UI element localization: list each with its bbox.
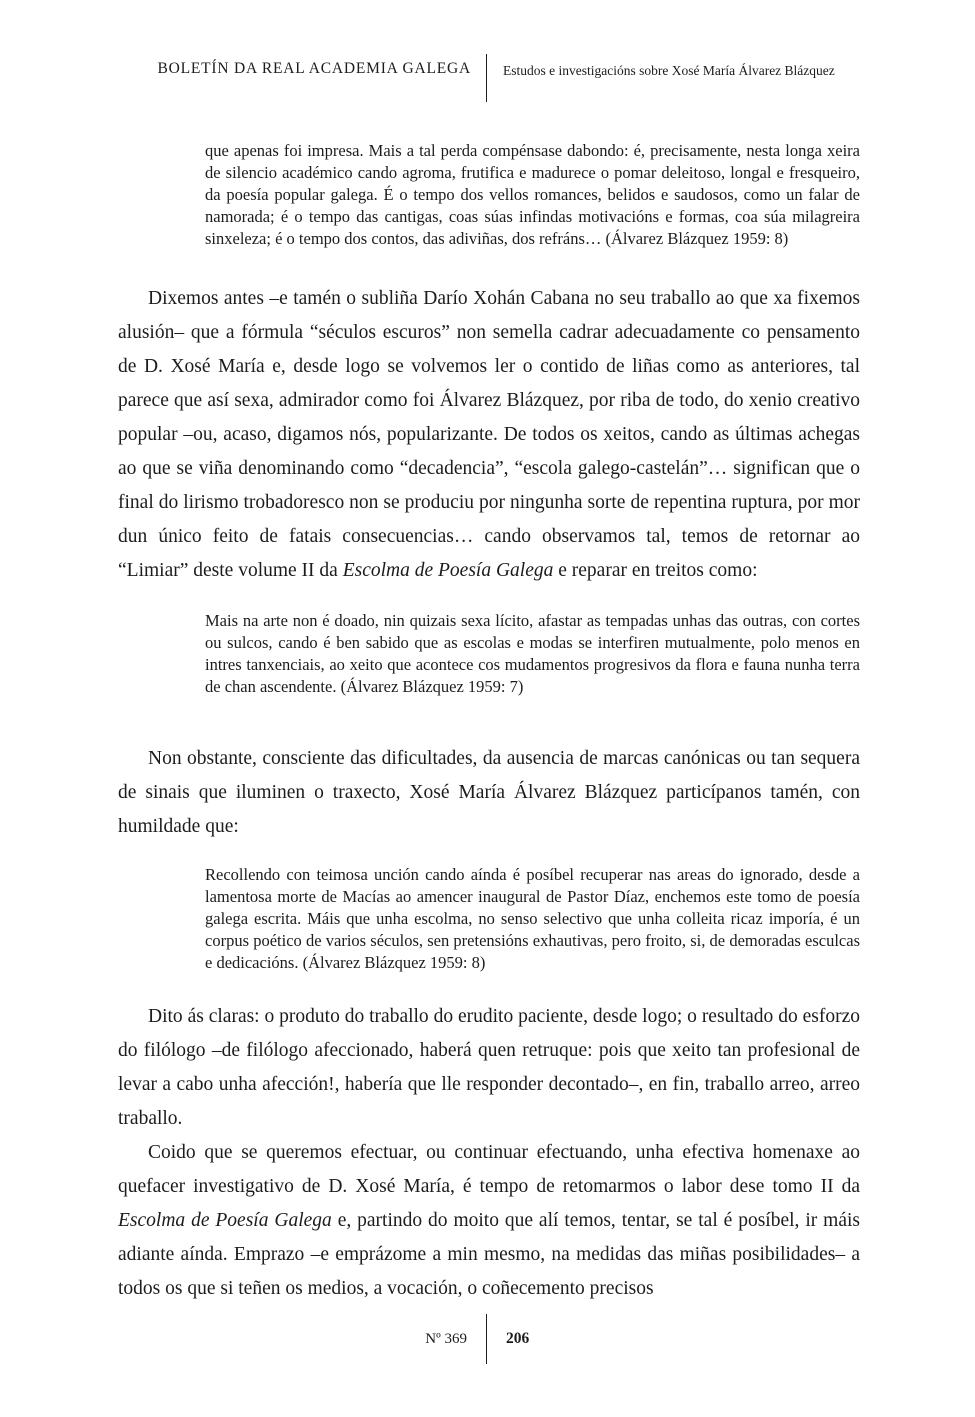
paragraph-1-text-end: e reparar en treitos como: [553,560,758,581]
paragraph-2: Non obstante, consciente das dificultades, da ausencia de marcas canónicas ou tan sequera de sinais que iluminen o traxecto, Xosé María Álvarez Blázquez particípanos tamén, con humildade que: [118,748,860,837]
paragraph-4-text: Coido que se queremos efectuar, ou continuar efectuando, unha efectiva homenaxe ao quefacer investigativo de D. Xosé María, é tempo de retomarmos o labor dese tomo II da [118,1142,860,1197]
section-title: Estudos e investigacións sobre Xosé María Álvarez Blázquez [503,63,835,78]
book-title-italic: Escolma de Poesía Galega [342,560,554,581]
page-number: 206 [506,1330,530,1347]
page-header [0,54,975,102]
paragraph-4-text-end: e, partindo do moito que alí temos, tentar, se tal é posíbel, ir máis adiante aínda. Emprazo –e emprázome a min mesmo, na medidas das miñas posibilidades– a todos os que si teñen os medios, a vocación, o coñecemento precisos [118,1210,860,1299]
block-quote-2: Mais na arte non é doado, nin quizais sexa lícito, afastar as tempadas unhas das outras, con cortes ou sulcos, cando é ben sabido que as escolas e modas se interfiren mutualmente, polo menos en intres tanxenciais, ao xeito que acontece cos mudamentos progresivos da flora e fauna nunha terra de chan ascendente. (Álvarez Blázquez 1959: 7) [205,611,860,696]
block-quote-1: que apenas foi impresa. Mais a tal perda compénsase dabondo: é, precisamente, nesta longa xeira de silencio académico cando agroma, frutifica e madurece o pomar deleitoso, longal e fresqueiro, da poesía popular galega. É o tempo dos vellos romances, belidos e saudosos, como un falar de namorada; é o tempo das cantigas, coas súas infindas motivacións e formas, coa súa milagreira sinxeleza; é o tempo dos contos, das adiviñas, dos refráns… (Álvarez Blázquez 1959: 8) [205,141,860,248]
article-body [118,140,860,1306]
paragraph-3: Dito ás claras: o produto do traballo do erudito paciente, desde logo; o resultado do esforzo do filólogo –de filólogo afeccionado, haberá quen retruque: pois que xeito tan profesional de levar a cabo unha afección!, habería que lle responder decontado–, en fin, traballo arreo, arreo traballo. [118,1006,860,1129]
book-title-italic: Escolma de Poesía Galega [118,1210,332,1231]
paragraph-1-text: Dixemos antes –e tamén o subliña Darío Xohán Cabana no seu traballo ao que xa fixemos alusión– que a fórmula “séculos escuros” non semella cadrar adecuadamente co pensamento de D. Xosé María e, desde logo se volvemos ler o contido de liñas como as anteriores, tal parece que así sexa, admirador como foi Álvarez Blázquez, por riba de todo, do xenio creativo popular –ou, acaso, digamos nós, popularizante. De todos os xeitos, cando as últimas achegas ao que se viña denominando como “decadencia”, “escola galego-castelán”… significan que o final do lirismo trobadoresco non se produciu por ningunha sorte de repentina ruptura, por mor dun único feito de fatais consecuencias… cando observamos tal, temos de retornar ao “Limiar” deste volume II da [118,288,860,581]
paragraph-4 [118,1136,860,1306]
journal-title: BOLETÍN DA REAL ACADEMIA GALEGA [157,60,471,77]
paragraph-1 [118,282,860,588]
issue-number: Nº 369 [425,1330,467,1347]
page-footer [0,1314,975,1364]
block-quote-3: Recollendo con teimosa unción cando aínda é posíbel recuperar nas areas do ignorado, desde a lamentosa morte de Macías ao amencer inaugural de Pastor Díaz, enchemos este tomo de poesía galega escrita. Máis que unha escolma, no senso selectivo que unha colleita ricaz imporía, é un corpus poético de varios séculos, sen pretensións exhautivas, pero froito, si, de demoradas esculcas e dedicacións. (Álvarez Blázquez 1959: 8) [205,865,860,972]
